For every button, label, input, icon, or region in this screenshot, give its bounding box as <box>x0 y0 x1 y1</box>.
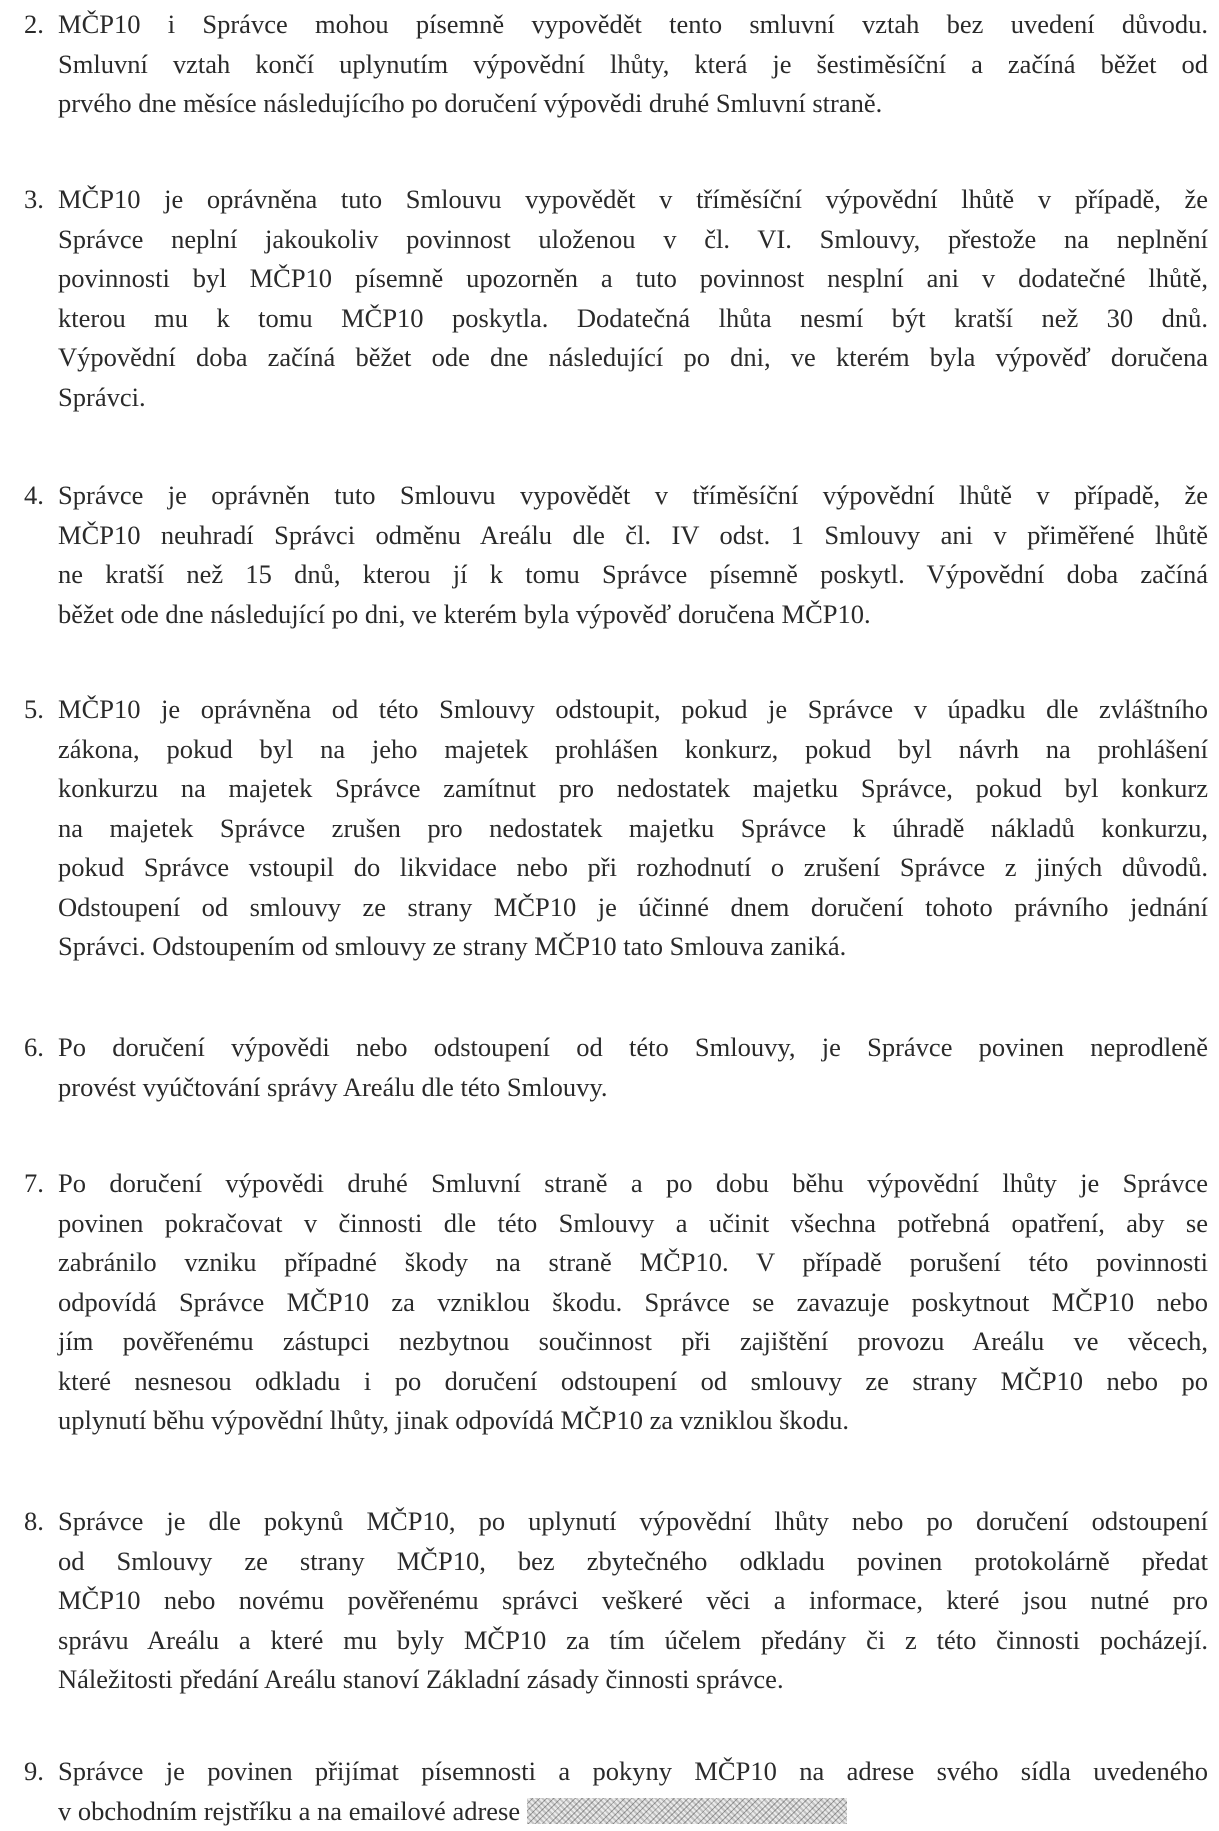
text-line: Odstoupení od smlouvy ze strany MČP10 je účinné dnem doručení tohoto právního jednání <box>58 888 1208 928</box>
clause-number: 3. <box>24 180 44 220</box>
text-line: Smluvní vztah končí uplynutím výpovědní lhůty, která je šestiměsíční a začíná běžet od <box>58 45 1208 85</box>
text-line: běžet ode dne následující po dni, ve kterém byla výpověď doručena MČP10. <box>58 595 1208 635</box>
text-line: správu Areálu a které mu byly MČP10 za tím účelem předány či z této činnosti pocházejí. <box>58 1621 1208 1661</box>
text-line: jím pověřenému zástupci nezbytnou součinnost při zajištění provozu Areálu ve věcech, <box>58 1322 1208 1362</box>
text-line: MČP10 nebo novému pověřenému správci veškeré věci a informace, které jsou nutné pro <box>58 1581 1208 1621</box>
text-line: od Smlouvy ze strany MČP10, bez zbytečného odkladu povinen protokolárně předat <box>58 1542 1208 1582</box>
text-line: na majetek Správce zrušen pro nedostatek majetku Správce k úhradě nákladů konkurzu, <box>58 809 1208 849</box>
clause-text <box>58 690 1208 967</box>
text-line: provést vyúčtování správy Areálu dle této Smlouvy. <box>58 1068 1208 1108</box>
text-line: Správce neplní jakoukoliv povinnost uloženou v čl. VI. Smlouvy, přestože na neplnění <box>58 220 1208 260</box>
clause-number: 4. <box>24 476 44 516</box>
text-line-with-redaction <box>58 1792 1208 1831</box>
clause-number: 2. <box>24 5 44 45</box>
text-line: pokud Správce vstoupil do likvidace nebo při rozhodnutí o zrušení Správce z jiných důvodů. <box>58 848 1208 888</box>
text-line: Správce je oprávněn tuto Smlouvu vypovědět v tříměsíční výpovědní lhůtě v případě, že <box>58 476 1208 516</box>
text-line: odpovídá Správce MČP10 za vzniklou škodu. Správce se zavazuje poskytnout MČP10 nebo <box>58 1283 1208 1323</box>
clause-text <box>58 5 1208 124</box>
text-line: Správci. Odstoupením od smlouvy ze strany MČP10 tato Smlouva zaniká. <box>58 927 1208 967</box>
text-line: konkurzu na majetek Správce zamítnut pro nedostatek majetku Správce, pokud byl konkurz <box>58 769 1208 809</box>
clause-text <box>58 1164 1208 1441</box>
text-line: zákona, pokud byl na jeho majetek prohlášen konkurz, pokud byl návrh na prohlášení <box>58 730 1208 770</box>
text-line: zabránilo vzniku případné škody na straně MČP10. V případě porušení této povinnosti <box>58 1243 1208 1283</box>
text-line: Správce je povinen přijímat písemnosti a pokyny MČP10 na adrese svého sídla uvedeného <box>58 1752 1208 1792</box>
text-line: MČP10 je oprávněna tuto Smlouvu vypovědět v tříměsíční výpovědní lhůtě v případě, že <box>58 180 1208 220</box>
text-line: Správci. <box>58 378 1208 418</box>
clause-number: 8. <box>24 1502 44 1542</box>
text-line: Výpovědní doba začíná běžet ode dne následující po dni, ve kterém byla výpověď doručena <box>58 338 1208 378</box>
text-line: Náležitosti předání Areálu stanoví Základní zásady činnosti správce. <box>58 1660 1208 1700</box>
text-line: povinnosti byl MČP10 písemně upozorněn a tuto povinnost nesplní ani v dodatečné lhůtě, <box>58 259 1208 299</box>
clause-text <box>58 476 1208 634</box>
text-line: Po doručení výpovědi druhé Smluvní straně a po dobu běhu výpovědní lhůty je Správce <box>58 1164 1208 1204</box>
text-line: kterou mu k tomu MČP10 poskytla. Dodatečná lhůta nesmí být kratší než 30 dnů. <box>58 299 1208 339</box>
text-line: uplynutí běhu výpovědní lhůty, jinak odpovídá MČP10 za vzniklou škodu. <box>58 1401 1208 1441</box>
clause-text <box>58 1752 1208 1831</box>
clause-text <box>58 1502 1208 1700</box>
text-line: Správce je dle pokynů MČP10, po uplynutí výpovědní lhůty nebo po doručení odstoupení <box>58 1502 1208 1542</box>
text-line: MČP10 neuhradí Správci odměnu Areálu dle čl. IV odst. 1 Smlouvy ani v přiměřené lhůtě <box>58 516 1208 556</box>
text-line: MČP10 je oprávněna od této Smlouvy odstoupit, pokud je Správce v úpadku dle zvláštního <box>58 690 1208 730</box>
clause-number: 6. <box>24 1028 44 1068</box>
text-line: ne kratší než 15 dnů, kterou jí k tomu Správce písemně poskytl. Výpovědní doba začíná <box>58 555 1208 595</box>
clause-number: 5. <box>24 690 44 730</box>
text-fragment: v obchodním rejstříku a na emailové adrese <box>58 1796 520 1826</box>
clause-text <box>58 180 1208 417</box>
text-line: povinen pokračovat v činnosti dle této Smlouvy a učinit všechna potřebná opatření, aby se <box>58 1204 1208 1244</box>
clause-number: 7. <box>24 1164 44 1204</box>
redacted-email-block <box>527 1798 847 1824</box>
clause-number: 9. <box>24 1752 44 1792</box>
text-line: Po doručení výpovědi nebo odstoupení od této Smlouvy, je Správce povinen neprodleně <box>58 1028 1208 1068</box>
text-line: které nesnesou odkladu i po doručení odstoupení od smlouvy ze strany MČP10 nebo po <box>58 1362 1208 1402</box>
clause-text <box>58 1028 1208 1107</box>
text-line: MČP10 i Správce mohou písemně vypovědět tento smluvní vztah bez uvedení důvodu. <box>58 5 1208 45</box>
text-line: prvého dne měsíce následujícího po doručení výpovědi druhé Smluvní straně. <box>58 84 1208 124</box>
